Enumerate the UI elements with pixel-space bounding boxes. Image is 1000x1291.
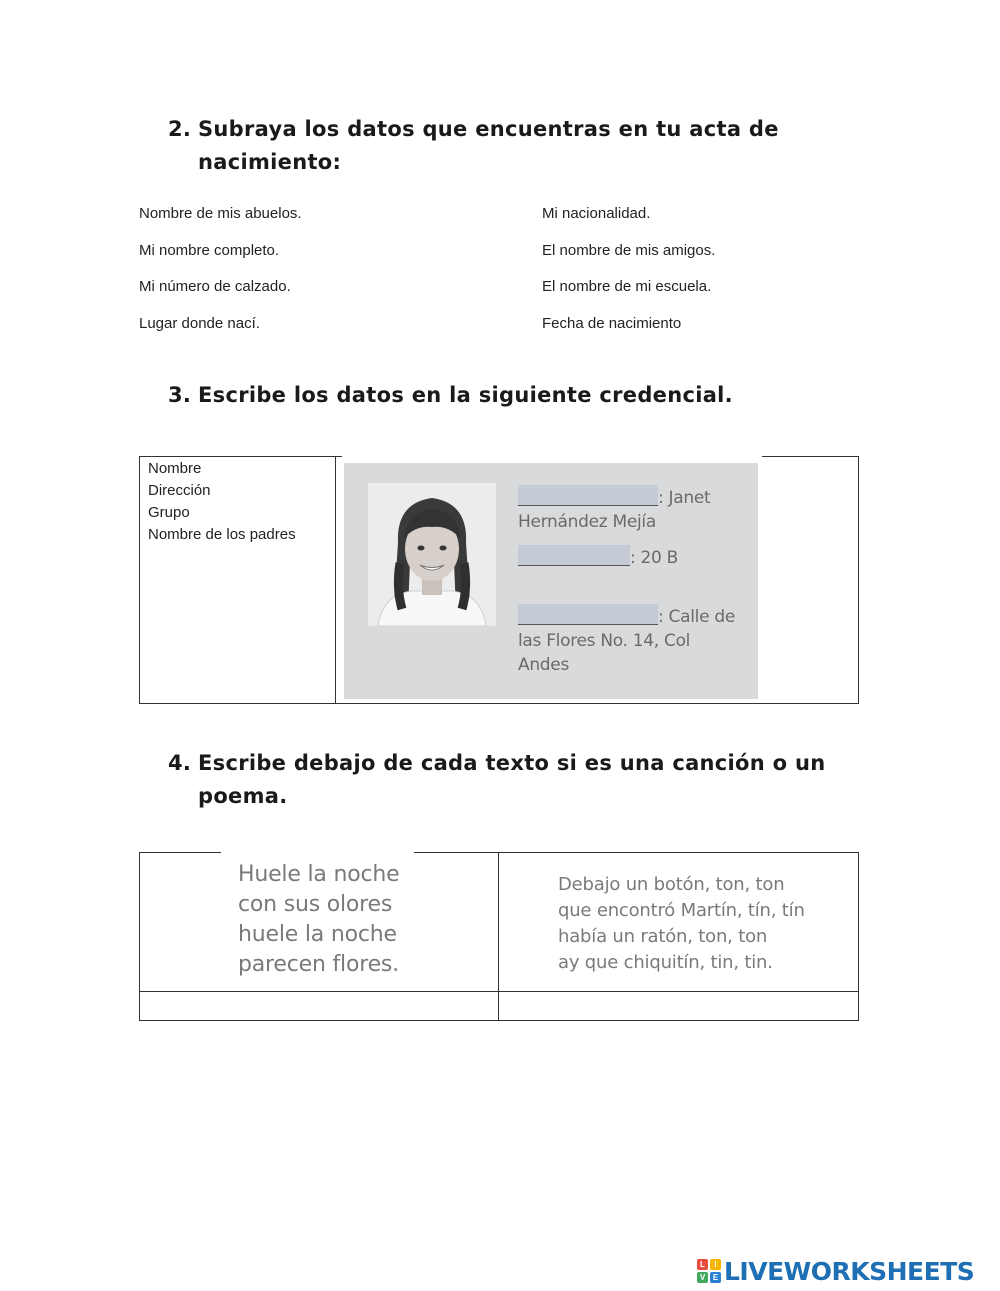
- credential-table-divider: [335, 456, 336, 704]
- section-4-title-line1: Escribe debajo de cada texto si es una canción o un: [198, 751, 826, 775]
- card-address-block: [518, 604, 735, 677]
- card-name-block: [518, 485, 710, 534]
- field-nombre[interactable]: Nombre: [148, 460, 202, 477]
- option-right-2[interactable]: El nombre de mis amigos.: [542, 242, 716, 259]
- card-name-blank[interactable]: [518, 485, 658, 506]
- section-3-heading: [168, 379, 868, 412]
- answer-field-text-2[interactable]: [500, 993, 857, 1019]
- section-4-title-line2: poema.: [198, 784, 288, 808]
- section-3-title: Escribe los datos en la siguiente credencial.: [198, 383, 733, 407]
- field-nombre-padres[interactable]: Nombre de los padres: [148, 526, 296, 543]
- option-left-4[interactable]: Lugar donde nací.: [139, 315, 260, 332]
- option-left-1[interactable]: Nombre de mis abuelos.: [139, 205, 302, 222]
- logo-blocks-icon: [697, 1259, 721, 1283]
- text-1-line: con sus olores: [238, 892, 393, 917]
- option-right-3[interactable]: El nombre de mi escuela.: [542, 278, 712, 295]
- text-1-line: Huele la noche: [238, 862, 400, 887]
- student-photo: [368, 483, 496, 626]
- credential-table-top-right-border: [762, 456, 859, 457]
- card-group-block: [518, 545, 678, 570]
- logo-block-i: I: [710, 1259, 721, 1270]
- credential-table-top-left-border: [139, 456, 342, 457]
- text-1-line: parecen flores.: [238, 952, 399, 977]
- girl-portrait-icon: [368, 483, 496, 626]
- text-2-line: ay que chiquitín, tin, tin.: [558, 952, 773, 973]
- option-right-1[interactable]: Mi nacionalidad.: [542, 205, 651, 222]
- liveworksheets-logo: [697, 1256, 974, 1286]
- section-4-number: 4.: [168, 751, 192, 775]
- text-2-line: que encontró Martín, tín, tín: [558, 900, 805, 921]
- id-card-image: [344, 463, 758, 699]
- text-2-line: Debajo un botón, ton, ton: [558, 874, 785, 895]
- card-name-value-2: Hernández Mejía: [518, 512, 656, 532]
- card-address-value-3: Andes: [518, 655, 570, 675]
- text-1-line: huele la noche: [238, 922, 397, 947]
- section-4-heading: [168, 747, 868, 813]
- text-2-image: [558, 872, 805, 976]
- song-poem-table-row-separator: [139, 991, 859, 992]
- song-poem-table-top-left-border: [139, 852, 221, 853]
- section-2-number: 2.: [168, 117, 192, 141]
- section-2-title-line1: Subraya los datos que encuentras en tu acta de: [198, 117, 779, 141]
- section-2-heading: [168, 113, 868, 179]
- card-address-value-2: las Flores No. 14, Col: [518, 631, 691, 651]
- song-poem-table-divider: [498, 852, 499, 1021]
- section-3-number: 3.: [168, 383, 192, 407]
- text-1-image: [238, 860, 399, 980]
- card-address-blank[interactable]: [518, 604, 658, 625]
- field-direccion[interactable]: Dirección: [148, 482, 211, 499]
- option-left-3[interactable]: Mi número de calzado.: [139, 278, 291, 295]
- text-2-line: había un ratón, ton, ton: [558, 926, 768, 947]
- option-left-2[interactable]: Mi nombre completo.: [139, 242, 280, 259]
- option-right-4[interactable]: Fecha de nacimiento: [542, 315, 682, 332]
- card-address-value-1: : Calle de: [658, 607, 735, 627]
- song-poem-table-top-right-border: [414, 852, 859, 853]
- logo-block-e: E: [710, 1272, 721, 1283]
- card-name-value-1: : Janet: [658, 488, 711, 508]
- logo-block-l: L: [697, 1259, 708, 1270]
- logo-text: LIVEWORKSHEETS: [724, 1256, 975, 1286]
- card-group-value: : 20 B: [630, 548, 679, 568]
- card-group-blank[interactable]: [518, 545, 630, 566]
- section-2-title-line2: nacimiento:: [198, 150, 342, 174]
- field-grupo[interactable]: Grupo: [148, 504, 190, 521]
- answer-field-text-1[interactable]: [141, 993, 497, 1019]
- credential-field-list: [148, 458, 296, 546]
- logo-block-v: V: [697, 1272, 708, 1283]
